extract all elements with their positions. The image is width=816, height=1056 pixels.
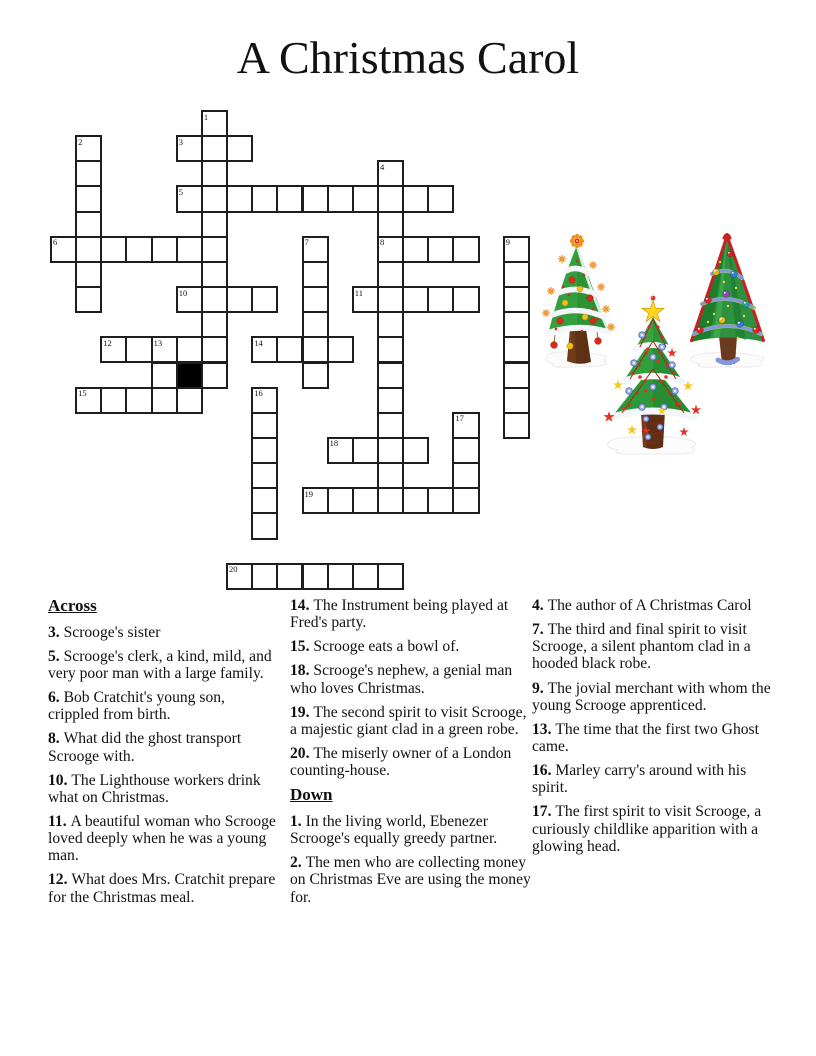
grid-cell[interactable] [176, 236, 203, 263]
clue-10: 10. The Lighthouse workers drink what on Christmas. [48, 771, 261, 806]
clue-18: 18. Scrooge's nephew, a genial man who loves Christmas. [290, 662, 513, 697]
clue-14: 14. The Instrument being played at Fred's party. [290, 597, 509, 632]
grid-cell[interactable] [75, 236, 102, 263]
grid-number-2: 2 [78, 136, 83, 147]
grid-cell[interactable] [251, 462, 278, 489]
grid-cell[interactable] [125, 387, 152, 414]
grid-number-1: 1 [203, 111, 209, 122]
grid-cell[interactable] [251, 286, 278, 313]
grid-number-6: 6 [53, 237, 58, 248]
grid-number-5: 5 [178, 186, 183, 197]
grid-cell[interactable] [327, 487, 354, 514]
clue-3: 3. Scrooge's sister [48, 623, 161, 641]
grid-cell[interactable] [503, 412, 530, 439]
grid-cell[interactable] [302, 336, 329, 363]
clue-column-2 [290, 597, 537, 913]
grid-cell[interactable] [377, 437, 404, 464]
grid-cell[interactable] [327, 185, 354, 212]
grid-cell[interactable] [302, 286, 329, 313]
grid-cell[interactable] [201, 185, 228, 212]
grid-cell[interactable] [151, 362, 178, 389]
clue-column-3 [532, 597, 785, 862]
grid-cell[interactable] [377, 462, 404, 489]
clue-2: 2. The men who are collecting money on Christmas Eve are using the money for. [290, 854, 531, 906]
grid-number-7: 7 [304, 237, 309, 248]
grid-cell[interactable] [352, 563, 379, 590]
grid-cell[interactable] [452, 437, 479, 464]
grid-number-15: 15 [78, 388, 87, 399]
christmas-tree-right-image [680, 228, 772, 370]
grid-cell[interactable] [402, 236, 429, 263]
grid-cell[interactable] [377, 362, 404, 389]
grid-cell[interactable] [251, 412, 278, 439]
clue-12: 12. What does Mrs. Cratchit prepare for the Christmas meal. [48, 871, 276, 906]
grid-cell[interactable] [75, 261, 102, 288]
grid-cell[interactable] [377, 261, 404, 288]
grid-number-11: 11 [354, 287, 363, 298]
grid-cell[interactable] [427, 286, 454, 313]
grid-cell[interactable] [377, 286, 404, 313]
page-title: A Christmas Carol [236, 32, 580, 83]
grid-cell[interactable] [100, 387, 127, 414]
grid-cell[interactable] [327, 563, 354, 590]
grid-cell[interactable] [503, 362, 530, 389]
grid-cell[interactable] [352, 437, 379, 464]
grid-cell[interactable] [377, 211, 404, 238]
grid-number-17: 17 [455, 413, 464, 424]
grid-cell[interactable] [75, 185, 102, 212]
grid-cell[interactable] [201, 311, 228, 338]
grid-cell[interactable] [377, 311, 404, 338]
grid-cell[interactable] [302, 185, 329, 212]
grid-number-19: 19 [304, 488, 313, 499]
grid-cell[interactable] [302, 261, 329, 288]
grid-cell[interactable] [276, 563, 303, 590]
grid-number-12: 12 [103, 337, 112, 348]
grid-cell[interactable] [377, 563, 404, 590]
grid-cell[interactable] [201, 362, 228, 389]
grid-cell[interactable] [377, 412, 404, 439]
clue-column-1 [48, 597, 278, 913]
grid-cell[interactable] [452, 462, 479, 489]
grid-cell[interactable] [226, 185, 253, 212]
clue-20: 20. The miserly owner of a London counting-house. [290, 744, 512, 780]
grid-cell[interactable] [402, 185, 429, 212]
grid-cell[interactable] [276, 336, 303, 363]
grid-cell[interactable] [251, 563, 278, 590]
grid-cell[interactable] [251, 185, 278, 212]
grid-cell[interactable] [377, 336, 404, 363]
clue-7: 7. The third and final spirit to visit Scrooge, a silent phantom clad in a hooded black robe. [532, 621, 751, 673]
grid-cell[interactable] [201, 236, 228, 263]
clue-6: 6. Bob Cratchit's young son, crippled from birth. [48, 689, 225, 724]
grid-cell[interactable] [427, 487, 454, 514]
grid-cell[interactable] [151, 387, 178, 414]
grid-number-13: 13 [153, 337, 163, 348]
grid-cell[interactable] [201, 211, 228, 238]
grid-cell[interactable] [352, 487, 379, 514]
christmas-tree-right-art [680, 228, 772, 370]
grid-cell[interactable] [125, 336, 152, 363]
grid-number-20: 20 [229, 564, 238, 575]
grid-cell[interactable] [427, 236, 454, 263]
grid-cell[interactable] [503, 336, 530, 363]
grid-cell[interactable] [201, 286, 228, 313]
grid-number-3: 3 [178, 136, 183, 147]
grid-cell[interactable] [503, 286, 530, 313]
grid-cell[interactable] [402, 437, 429, 464]
grid-cell[interactable] [75, 211, 102, 238]
clue-5: 5. Scrooge's clerk, a kind, mild, and very poor man with a large family. [48, 647, 272, 682]
grid-cell[interactable] [302, 362, 329, 389]
clue-1: 1. In the living world, Ebenezer Scrooge's equally greedy partner. [290, 812, 498, 848]
grid-number-9: 9 [505, 237, 510, 248]
grid-cell[interactable] [176, 336, 203, 363]
grid-cell[interactable] [201, 261, 228, 288]
clue-11: 11. A beautiful woman who Scrooge loved deeply when he was a young man. [48, 812, 276, 865]
grid-cell[interactable] [503, 261, 530, 288]
grid-cell[interactable] [75, 286, 102, 313]
clue-4: 4. The author of A Christmas Carol [532, 597, 752, 614]
grid-cell[interactable] [176, 387, 203, 414]
grid-cell[interactable] [377, 185, 404, 212]
grid-cell[interactable] [503, 311, 530, 338]
clue-17: 17. The first spirit to visit Scrooge, a curiously childlike apparition with a glowing head. [532, 803, 762, 855]
grid-cell[interactable] [302, 311, 329, 338]
grid-cell[interactable] [452, 286, 479, 313]
clue-13: 13. The time that the first two Ghost came. [532, 720, 759, 755]
clue-15: 15. Scrooge eats a bowl of. [290, 638, 460, 656]
clue-19: 19. The second spirit to visit Scrooge, a majestic giant clad in a green robe. [290, 703, 527, 738]
grid-number-14: 14 [254, 337, 263, 348]
clue-8: 8. What did the ghost transport Scrooge with. [48, 730, 242, 765]
grid-number-16: 16 [254, 388, 263, 399]
grid-cell[interactable] [100, 236, 127, 263]
clues-heading-down: Down [290, 785, 333, 805]
grid-cell[interactable] [452, 487, 479, 514]
grid-number-18: 18 [329, 438, 339, 449]
grid-cell[interactable] [352, 185, 379, 212]
grid-cell[interactable] [226, 286, 253, 313]
grid-cell[interactable] [201, 160, 228, 187]
grid-cell[interactable] [226, 135, 253, 162]
grid-cell[interactable] [503, 387, 530, 414]
grid-cell[interactable] [251, 437, 278, 464]
clue-9: 9. The jovial merchant with whom the young Scrooge apprenticed. [532, 679, 771, 714]
grid-cell[interactable] [201, 135, 228, 162]
grid-number-8: 8 [379, 237, 385, 248]
grid-cell[interactable] [151, 236, 178, 263]
clues-heading-across: Across [48, 596, 97, 615]
grid-cell[interactable] [125, 236, 152, 263]
grid-cell[interactable] [276, 185, 303, 212]
grid-cell[interactable] [75, 160, 102, 187]
grid-black-cell [176, 362, 203, 389]
grid-cell[interactable] [402, 487, 429, 514]
grid-cell[interactable] [452, 236, 479, 263]
grid-cell[interactable] [251, 487, 278, 514]
clue-16: 16. Marley carry's around with his spirit. [532, 762, 747, 797]
tree-top-flower [570, 234, 584, 248]
grid-cell[interactable] [201, 336, 228, 363]
grid-cell[interactable] [302, 563, 329, 590]
grid-number-4: 4 [379, 161, 385, 172]
grid-cell[interactable] [377, 487, 404, 514]
grid-cell[interactable] [377, 387, 404, 414]
grid-cell[interactable] [251, 512, 278, 539]
grid-number-10: 10 [178, 287, 188, 298]
grid-cell[interactable] [427, 185, 454, 212]
grid-cell[interactable] [327, 336, 354, 363]
grid-cell[interactable] [402, 286, 429, 313]
